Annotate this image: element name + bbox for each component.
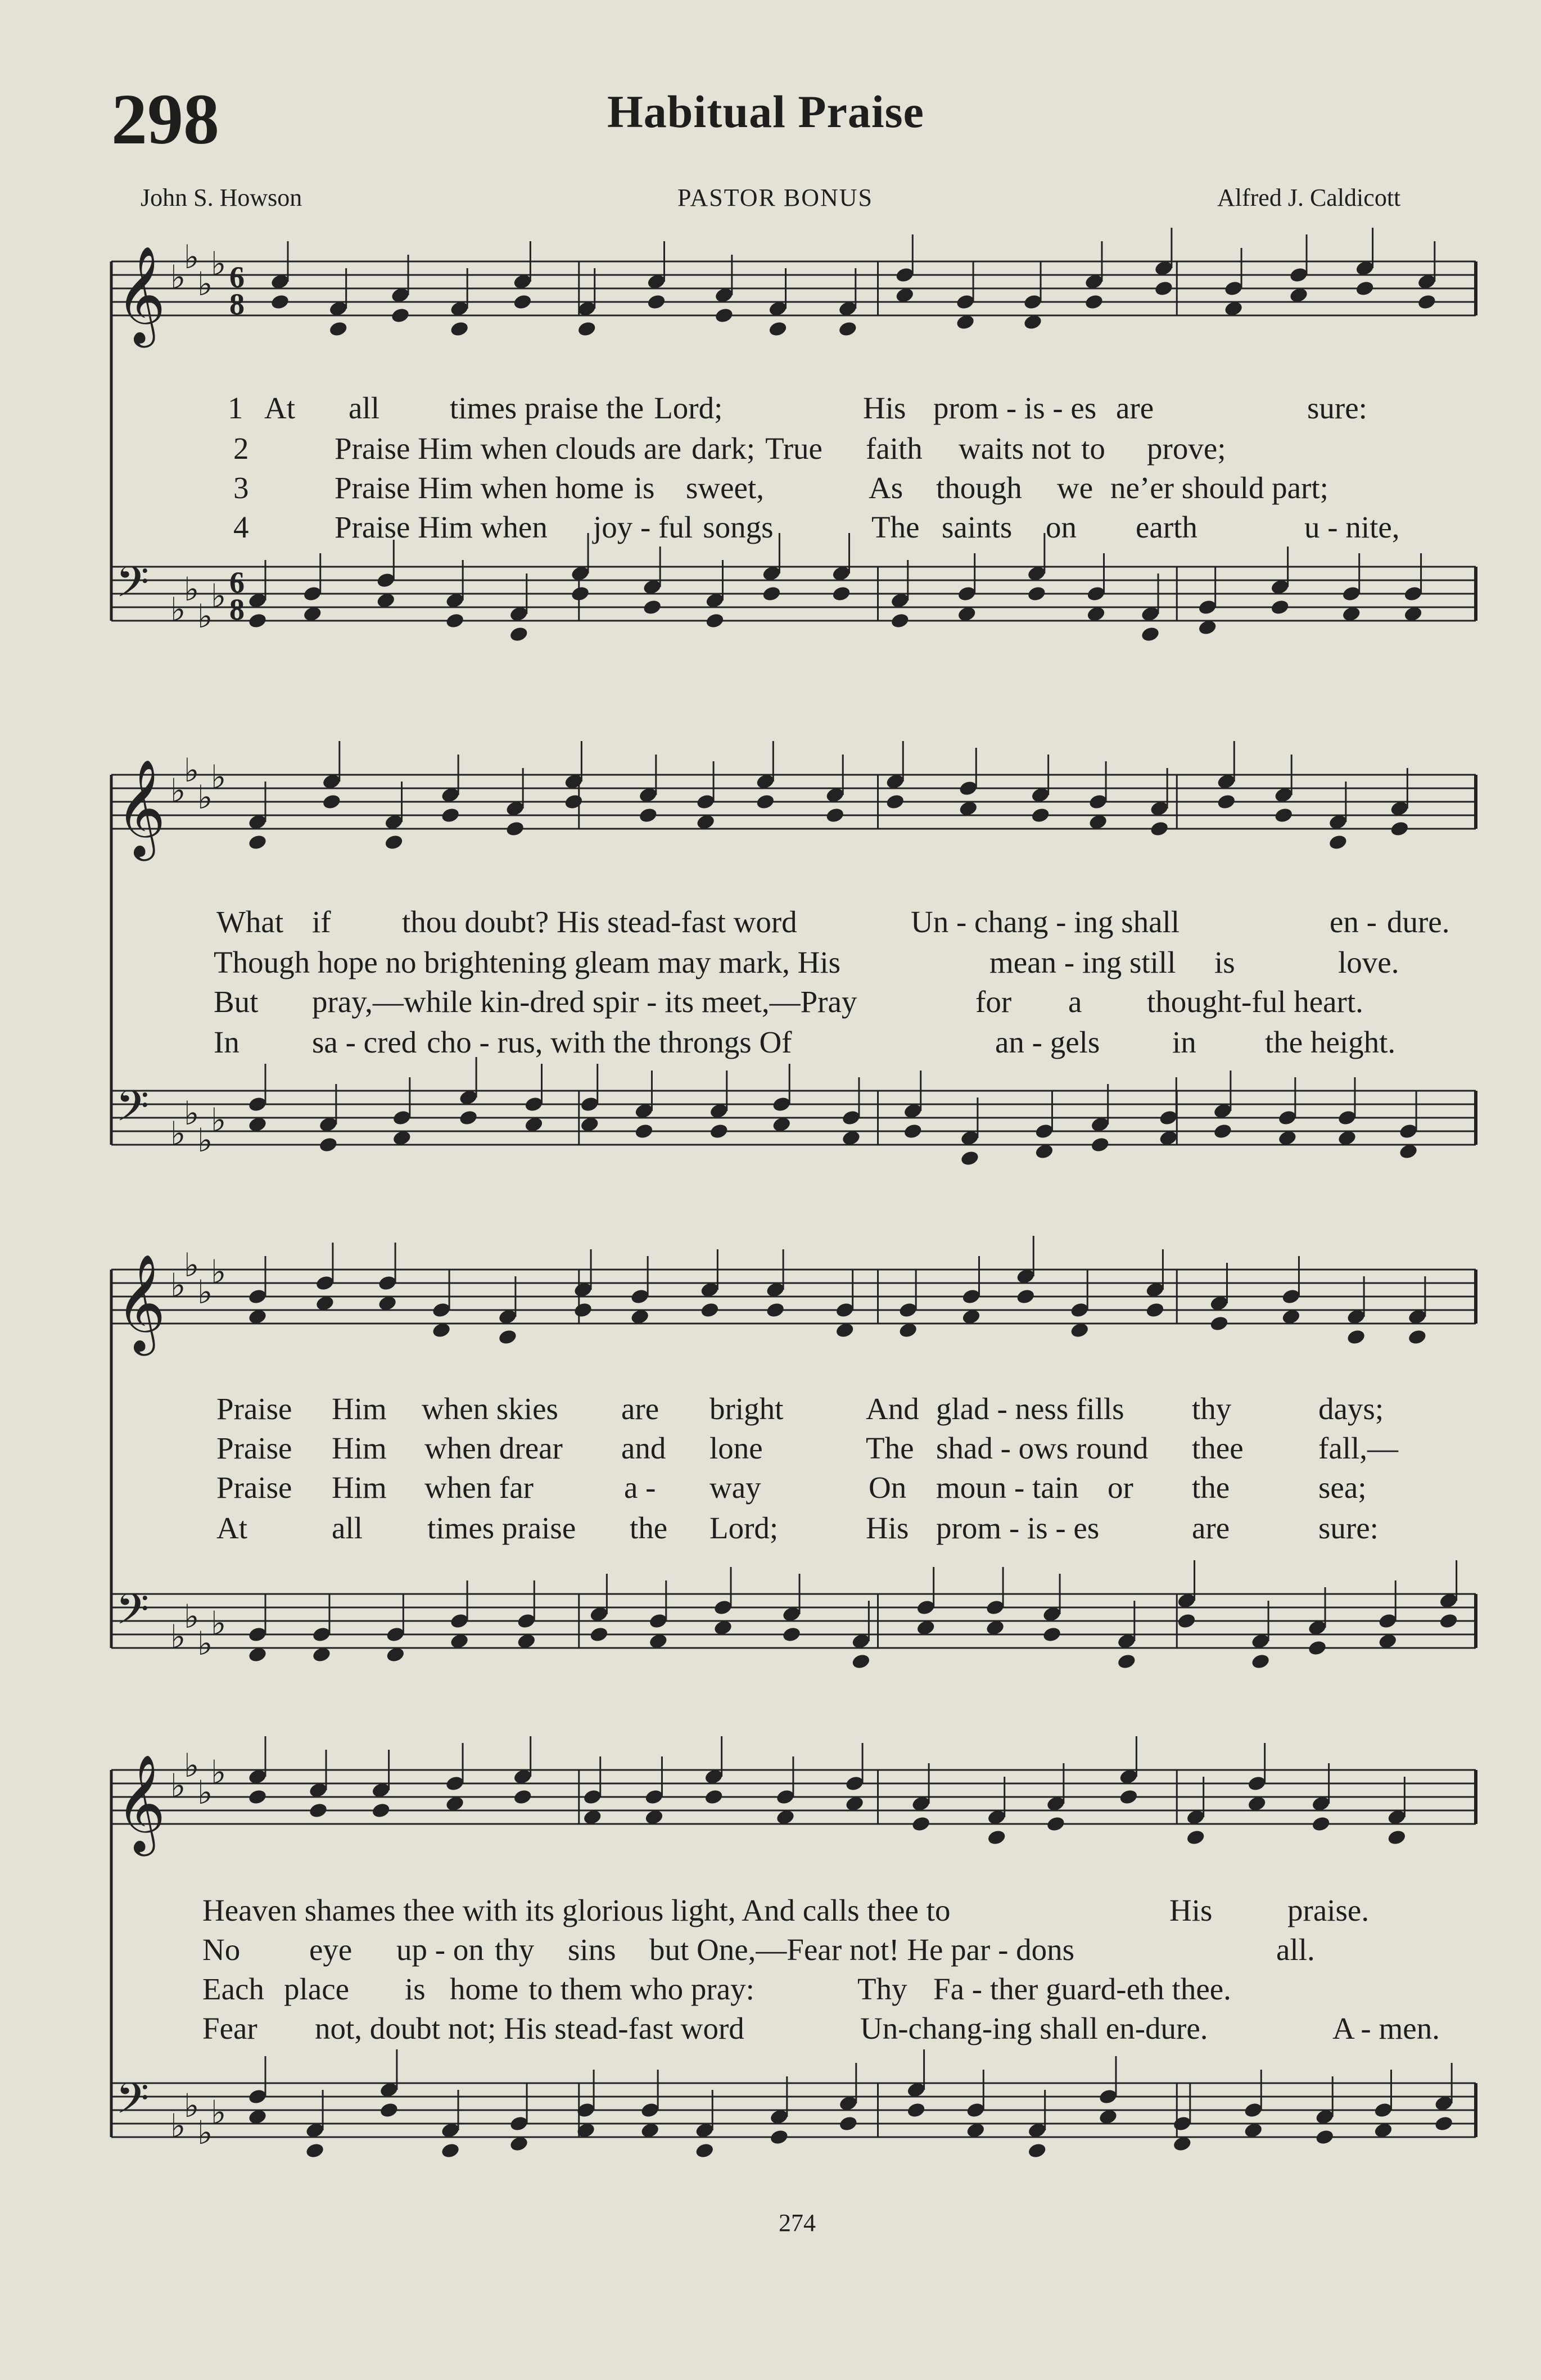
note-head [505,820,525,838]
note-head [1031,807,1051,824]
note-head [781,1626,802,1643]
lyric-syllable: all. [1276,1932,1315,1967]
lyric-syllable: 2 [233,431,249,466]
bass-clef-icon: 𝄢 [116,2074,150,2134]
lyric-syllable: sweet, [686,471,764,505]
lyric-syllable: is [405,1972,426,2006]
bass-clef-icon: 𝄢 [116,1584,150,1645]
flat-icon: ♭ [170,1618,186,1656]
note-head [838,2115,858,2133]
lyric-syllable: a - [624,1470,656,1505]
lyric-syllable: sure: [1307,391,1367,425]
note-head [498,1329,518,1346]
lyric-syllable: for [975,984,1012,1019]
note-head [1250,1653,1271,1670]
note-head [1149,820,1169,838]
note-head [1145,1302,1165,1319]
lyric-syllable: Him [332,1392,387,1426]
note-head [509,626,529,643]
lyric-syllable: the height. [1265,1025,1396,1059]
lyric-syllable: 1 [228,391,243,425]
lyric-syllable: home [450,1972,519,2006]
lyric-syllable: bright [710,1392,784,1426]
lyric-syllable: thee [1192,1431,1244,1465]
lyric-syllable: when drear [424,1431,563,1465]
flat-icon: ♭ [184,1746,200,1785]
note-head [714,307,734,324]
lyric-syllable: not, doubt not; His stead-fast word [315,2011,744,2045]
treble-clef-icon: 𝄞 [116,246,166,344]
note-head [1417,293,1437,311]
treble-clef-icon: 𝄞 [116,1754,166,1852]
lyric-syllable: Un-chang-ing shall en-dure. [860,2011,1208,2045]
note-head [445,612,465,630]
note-head [270,293,290,311]
note-head [570,585,590,603]
flat-icon: ♭ [170,1767,186,1805]
lyric-syllable: an - gels [995,1025,1100,1059]
note-head [449,320,469,338]
lyric-syllable: praise. [1287,1893,1370,1927]
note-head [1177,1613,1197,1630]
flat-icon: ♭ [184,1094,200,1132]
flat-icon: ♭ [197,265,213,303]
lyric-syllable: And [866,1392,919,1426]
note-head [1209,1315,1230,1333]
lyric-syllable: In [214,1025,239,1059]
flat-icon: ♭ [184,751,200,789]
flat-icon: ♭ [170,1266,186,1304]
lyric-syllable: all [332,1511,363,1545]
lyric-syllable: we [1057,471,1093,505]
lyric-syllable: cho - rus, with the throngs Of [427,1025,792,1059]
flat-icon: ♭ [197,2113,213,2152]
lyric-syllable: Un - chang - ing shall [911,905,1180,939]
note-head [247,834,268,851]
note-head [379,2102,399,2119]
treble-clef-icon: 𝄞 [116,1254,166,1352]
note-head [1119,1789,1139,1806]
note-head [564,793,584,811]
note-head [906,2102,927,2119]
lyric-syllable: sure: [1318,1511,1379,1545]
note-head [1311,1816,1331,1833]
page-number: 274 [779,2209,816,2237]
lyric-syllable: eye [309,1932,353,1967]
note-head [1328,834,1348,851]
lyric-syllable: Him [332,1470,387,1505]
note-head [1046,1816,1066,1833]
note-head [885,793,905,811]
note-head [705,612,725,630]
bass-clef-icon: 𝄢 [116,557,150,617]
flat-icon: ♭ [184,2087,200,2125]
note-head [1389,820,1409,838]
note-head [1216,793,1236,811]
lyric-syllable: are [1192,1511,1230,1545]
flat-icon: ♭ [211,245,227,283]
lyric-syllable: His [866,1511,909,1545]
note-head [440,807,460,824]
note-head [1117,1653,1137,1670]
note-head [1042,1626,1062,1643]
lyric-syllable: True [765,431,823,466]
note-head [638,807,658,824]
note-head [513,1789,533,1806]
lyric-syllable: shad - ows round [936,1431,1149,1465]
lyric-syllable: though [936,471,1022,505]
note-head [1346,1329,1366,1346]
lyric-syllable: but One,—Fear not! He par - dons [649,1932,1075,1967]
flat-icon: ♭ [197,1273,213,1311]
lyric-syllable: sea; [1318,1470,1367,1505]
note-head [960,1150,980,1167]
lyric-syllable: days; [1318,1392,1384,1426]
note-head [308,1802,328,1819]
lyric-syllable: Praise Him when [335,510,548,544]
lyric-syllable: The [871,510,920,544]
time-signature-bottom: 8 [229,593,245,626]
flat-icon: ♭ [197,1773,213,1812]
lyric-syllable: dark; [692,431,756,466]
note-head [1307,1640,1327,1657]
lyric-syllable: dure. [1386,905,1450,939]
lyric-syllable: times praise [427,1511,576,1545]
note-head [1084,293,1104,311]
note-head [851,1653,871,1670]
note-head [890,612,910,630]
lyric-syllable: on [1046,510,1077,544]
time-signature-top: 6 [229,566,245,599]
lyric-syllable: thy [495,1932,535,1967]
lyric-syllable: Praise Him when clouds are [335,431,682,466]
flat-icon: ♭ [184,1597,200,1636]
note-head [318,1136,338,1154]
lyric-syllable: As [869,471,903,505]
lyric-syllable: are [1116,391,1154,425]
lyric-syllable: 3 [233,471,249,505]
lyric-syllable: His [863,391,906,425]
lyric-syllable: waits not [959,431,1072,466]
lyric-syllable: thy [1192,1392,1232,1426]
note-head [1213,1123,1233,1140]
lyric-syllable: But [214,984,259,1019]
lyric-syllable: Each [202,1972,264,2006]
note-head [1273,807,1294,824]
flat-icon: ♭ [211,1253,227,1291]
flat-icon: ♭ [170,590,186,629]
lyric-syllable: love. [1338,945,1399,979]
lyric-syllable: pray,—while kin-dred spir - its meet,—Pray [312,984,857,1019]
flat-icon: ♭ [170,2107,186,2145]
note-head [831,585,852,603]
note-head [458,1109,478,1127]
lyric-syllable: Him [332,1431,387,1465]
note-head [1434,2115,1454,2133]
lyric-syllable: fall,— [1318,1431,1399,1465]
lyric-syllable: en - [1330,905,1377,939]
note-head [1270,599,1290,616]
note-head [1015,1288,1036,1306]
flat-icon: ♭ [197,1121,213,1159]
lyric-syllable: earth [1136,510,1197,544]
flat-icon: ♭ [211,758,227,796]
note-head [709,1123,729,1140]
lyric-syllable: faith [866,431,923,466]
lyric-syllable: glad - ness fills [936,1392,1124,1426]
note-head [573,1302,593,1319]
lyric-syllable: 4 [233,510,249,544]
lyric-syllable: saints [942,510,1013,544]
lyric-syllable: ne’er should part; [1110,471,1328,505]
lyric-syllable: Lord; [654,391,723,425]
note-head [903,1123,923,1140]
flat-icon: ♭ [170,258,186,296]
lyric-syllable: songs [703,510,774,544]
flat-icon: ♭ [184,238,200,276]
note-head [642,599,662,616]
lyric-syllable: sins [568,1932,616,1967]
note-head [1027,2142,1047,2160]
treble-clef-icon: 𝄞 [116,759,166,857]
note-head [825,807,845,824]
flat-icon: ♭ [197,1624,213,1663]
lyric-syllable: thou doubt? His stead-fast word [402,905,797,939]
lyric-syllable: Fa - ther guard-eth thee. [933,1972,1231,2006]
note-head [577,320,597,338]
note-head [328,320,349,338]
lyric-syllable: Lord; [710,1511,779,1545]
note-head [384,834,404,851]
note-head [700,1302,720,1319]
lyric-syllable: At [264,391,295,425]
flat-icon: ♭ [170,771,186,810]
lyric-syllable: Heaven shames thee with its glorious light, And calls thee to [202,1893,951,1927]
note-head [765,1302,785,1319]
time-signature-bottom: 8 [229,287,245,321]
note-head [694,2142,715,2160]
lyric-syllable: Though hope no brightening gleam may mark, His [214,945,841,979]
time-signature-top: 6 [229,260,245,294]
lyric-syllable: Praise [216,1431,292,1465]
lyric-syllable: is [634,471,655,505]
note-head [371,1802,391,1819]
note-head [1090,1136,1110,1154]
note-head [704,1789,724,1806]
lyric-syllable: way [710,1470,761,1505]
flat-icon: ♭ [184,570,200,608]
lyric-syllable: a [1068,984,1082,1019]
note-head [987,1829,1007,1846]
lyric-syllable: the [630,1511,668,1545]
lyric-syllable: thought-ful heart. [1147,984,1363,1019]
text-author: John S. Howson [141,184,302,211]
lyric-syllable: the [1192,1470,1230,1505]
lyric-syllable: joy - ful [593,510,693,544]
note-head [838,320,858,338]
lyric-syllable: prom - is - es [936,1511,1100,1545]
lyric-syllable: Praise [216,1392,292,1426]
note-head [1439,1613,1459,1630]
lyric-syllable: sa - cred [312,1025,417,1059]
note-head [589,1626,609,1643]
lyric-syllable: all [349,391,379,425]
flat-icon: ♭ [197,597,213,635]
lyric-syllable: Fear [202,2011,257,2045]
hymn-number: 298 [111,79,219,159]
flat-icon: ♭ [211,577,227,615]
note-head [1314,2129,1335,2146]
lyric-syllable: At [216,1511,247,1545]
hymn-title: Habitual Praise [607,86,924,137]
note-head [322,793,342,811]
lyric-syllable: On [869,1470,907,1505]
lyric-syllable: when far [424,1470,534,1505]
note-head [513,293,533,311]
flat-icon: ♭ [170,1114,186,1153]
lyric-syllable: Praise Him when home [335,471,624,505]
note-head [1027,585,1047,603]
note-head [1154,280,1174,297]
note-head [634,1123,654,1140]
lyric-syllable: when skies [422,1392,558,1426]
flat-icon: ♭ [211,1101,227,1139]
lyric-syllable: up - on [396,1932,484,1967]
lyric-syllable: Praise [216,1470,292,1505]
note-head [1387,1829,1407,1846]
tune-name: PASTOR BONUS [677,184,874,211]
lyric-syllable: times praise the [450,391,644,425]
lyric-syllable: u - nite, [1304,510,1400,544]
lyric-syllable: to them who pray: [528,1972,754,2006]
lyric-syllable: No [202,1932,241,1967]
note-head [1186,1829,1206,1846]
bass-clef-icon: 𝄢 [116,1081,150,1141]
note-head [247,612,268,630]
note-head [1407,1329,1427,1346]
flat-icon: ♭ [211,2093,227,2131]
lyric-syllable: to [1081,431,1105,466]
note-head [247,1789,268,1806]
note-head [1140,626,1160,643]
flat-icon: ♭ [184,1246,200,1284]
lyric-syllable: are [621,1392,659,1426]
note-head [390,307,410,324]
note-head [1355,280,1375,297]
music-composer: Alfred J. Caldicott [1217,184,1401,211]
lyric-syllable: mean - ing still [989,945,1176,979]
flat-icon: ♭ [211,1753,227,1791]
lyric-syllable: lone [710,1431,763,1465]
lyric-syllable: or [1108,1470,1133,1505]
lyric-syllable: place [284,1972,350,2006]
lyric-syllable: prove; [1147,431,1226,466]
lyric-syllable: if [312,905,331,939]
note-head [769,2129,789,2146]
lyric-syllable: What [216,905,284,939]
lyric-syllable: Thy [857,1972,907,2006]
lyric-syllable: moun - tain [936,1470,1079,1505]
lyric-syllable: A - men. [1332,2011,1440,2045]
lyric-syllable: is [1214,945,1235,979]
note-head [768,320,788,338]
lyric-syllable: and [621,1431,666,1465]
note-head [911,1816,931,1833]
lyric-syllable: prom - is - es [933,391,1097,425]
flat-icon: ♭ [211,1604,227,1642]
note-head [762,585,782,603]
note-head [647,293,667,311]
note-head [440,2142,460,2160]
flat-icon: ♭ [197,778,213,816]
note-head [305,2142,325,2160]
lyric-syllable: The [866,1431,914,1465]
lyric-syllable: in [1172,1025,1196,1059]
note-head [755,793,775,811]
lyric-syllable: His [1169,1893,1213,1927]
